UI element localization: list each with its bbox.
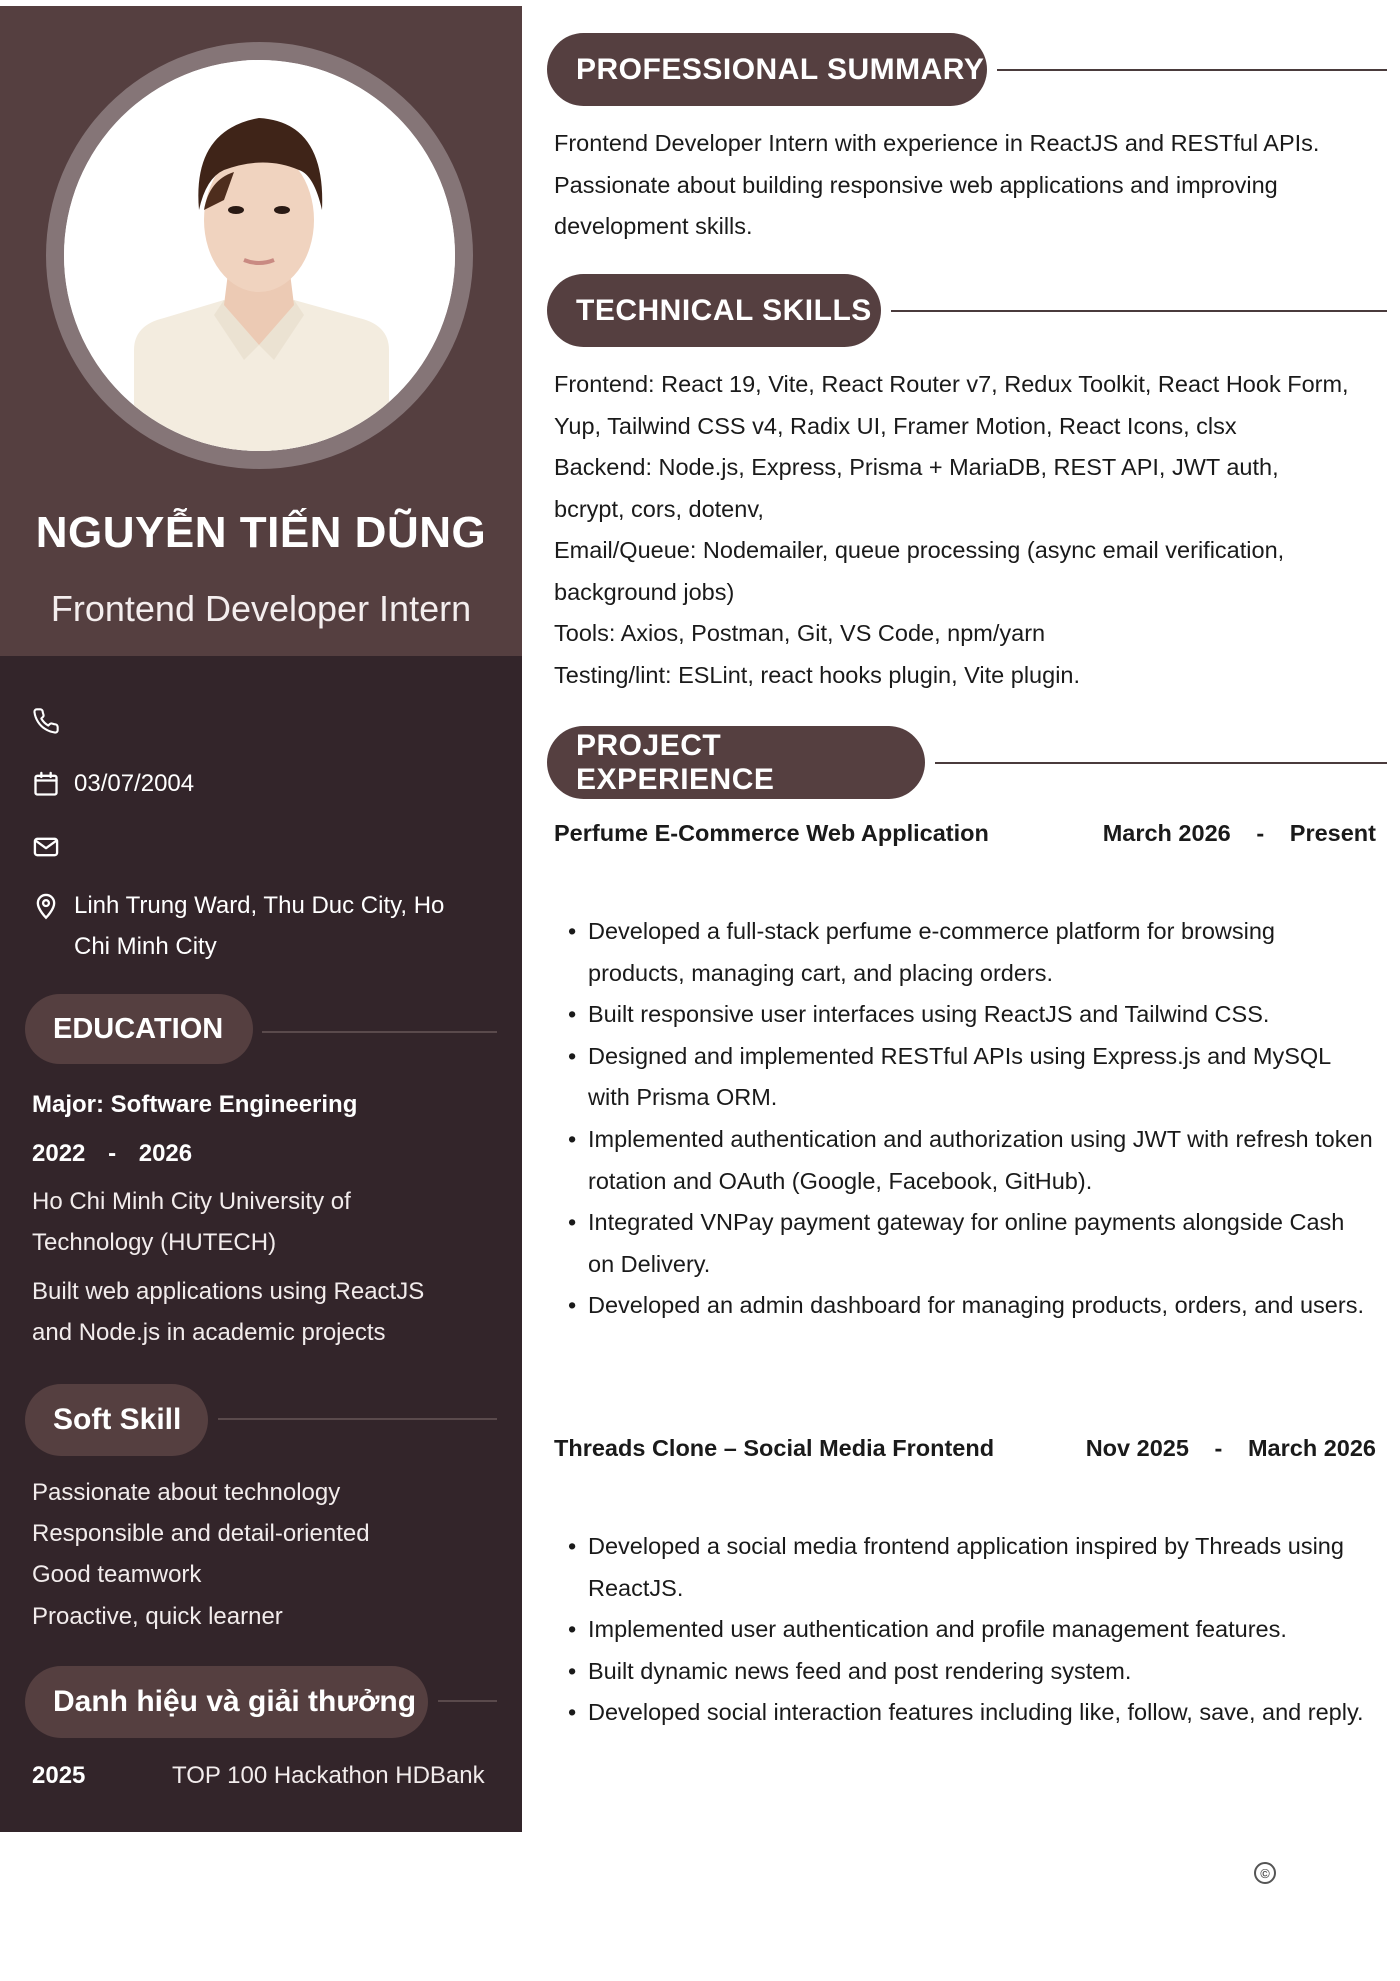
- project-start: Nov 2025: [1085, 1435, 1189, 1461]
- project-bullet: • Implemented authentication and authorization using JWT with refresh token rotation and OAuth (Google, Facebook, GitHub).: [568, 1119, 1376, 1202]
- skills-divider: [891, 310, 1387, 312]
- project-bullet: • Built responsive user interfaces using ReactJS and Tailwind CSS.: [568, 994, 1376, 1036]
- project-bullet: • Implemented user authentication and profile management features.: [568, 1609, 1376, 1651]
- project-bullet: • Developed social interaction features including like, follow, save, and reply.: [568, 1692, 1376, 1734]
- address-value: Linh Trung Ward, Thu Duc City, Ho Chi Minh City: [74, 892, 445, 960]
- project-header: [554, 1435, 1376, 1462]
- awards-divider: [438, 1700, 497, 1702]
- summary-heading: [547, 33, 987, 106]
- contact-email: [30, 826, 474, 867]
- soft-skill-item: Passionate about technology: [32, 1479, 341, 1506]
- project-name: Threads Clone – Social Media Frontend: [554, 1435, 995, 1461]
- education-end-year: 2026: [138, 1140, 193, 1167]
- education-heading-text: EDUCATION: [53, 1012, 224, 1045]
- summary-heading-text: PROFESSIONAL SUMMARY: [576, 52, 985, 86]
- skill-line: Email/Queue: Nodemailer, queue processing (async email verification, background jobs): [554, 537, 1285, 605]
- award-title: TOP 100 Hackathon HDBank: [172, 1762, 485, 1789]
- project-bullet: • Designed and implemented RESTful APIs using Express.js and MySQL with Prisma ORM.: [568, 1036, 1376, 1119]
- projects-heading: [547, 726, 925, 799]
- education-start-year: 2022: [32, 1140, 86, 1167]
- education-heading: [25, 994, 253, 1064]
- location-pin-icon: [30, 885, 62, 926]
- project-dates: [1103, 820, 1376, 847]
- education-major: Major: Software Engineering: [32, 1091, 358, 1118]
- project-bullets: [568, 911, 1376, 1327]
- awards-heading-text: Danh hiệu và giải thưởng: [53, 1685, 417, 1718]
- summary-divider: [997, 69, 1387, 71]
- project-header: [554, 820, 1376, 847]
- project-bullet: • Integrated VNPay payment gateway for online payments alongside Cash on Delivery.: [568, 1202, 1376, 1285]
- project-dates: [1086, 1435, 1376, 1462]
- education-divider: [262, 1031, 497, 1033]
- soft-skill-heading-text: Soft Skill: [53, 1403, 182, 1436]
- contact-phone: [30, 700, 474, 741]
- contact-address: [30, 885, 484, 967]
- profile-photo: [64, 60, 455, 451]
- copyright-icon: ©: [1254, 1862, 1276, 1884]
- calendar-icon: [30, 763, 62, 804]
- skills-heading: [547, 274, 881, 347]
- education-year-separator: -: [108, 1140, 117, 1167]
- projects-divider: [935, 762, 1387, 764]
- skill-line: Backend: Node.js, Express, Prisma + MariaDB, REST API, JWT auth, bcrypt, cors, dotenv,: [554, 454, 1279, 522]
- project-bullet: • Built dynamic news feed and post rendering system.: [568, 1651, 1376, 1693]
- soft-skill-item: Proactive, quick learner: [32, 1603, 283, 1630]
- award-year: 2025: [32, 1762, 86, 1789]
- birthdate-value: 03/07/2004: [74, 770, 195, 797]
- candidate-name: NGUYỄN TIẾN DŨNG: [35, 508, 487, 557]
- project-start: March 2026: [1102, 820, 1231, 846]
- education-school: Ho Chi Minh City University of Technology (HUTECH): [32, 1188, 351, 1256]
- project-end: March 2026: [1247, 1435, 1376, 1461]
- project-name: Perfume E-Commerce Web Application: [554, 820, 989, 846]
- portrait-image: [64, 60, 455, 451]
- soft-skill-item: Responsible and detail-oriented: [32, 1520, 370, 1547]
- soft-skill-heading: [25, 1384, 208, 1456]
- education-years: [32, 1133, 492, 1174]
- award-row: [32, 1755, 502, 1796]
- skill-line: Tools: Axios, Postman, Git, VS Code, npm/yarn: [554, 620, 1046, 646]
- project-date-separator: -: [1256, 820, 1265, 846]
- skills-list: [554, 364, 1354, 696]
- project-bullet: • Developed an admin dashboard for managing products, orders, and users.: [568, 1285, 1376, 1327]
- skills-heading-text: TECHNICAL SKILLS: [576, 293, 872, 327]
- phone-icon: [30, 700, 62, 741]
- candidate-title: Frontend Developer Intern: [50, 588, 472, 629]
- summary-text: Frontend Developer Intern with experience in ReactJS and RESTful APIs. Passionate about building responsive web applications and improving development skills.: [554, 130, 1320, 239]
- project-bullet: • Developed a full-stack perfume e-commerce platform for browsing products, managing cart, and placing orders.: [568, 911, 1376, 994]
- contact-birthdate: [30, 763, 474, 804]
- project-date-separator: -: [1214, 1435, 1223, 1461]
- project-bullets: [568, 1526, 1376, 1734]
- project-end: Present: [1289, 820, 1376, 846]
- awards-heading: [25, 1666, 428, 1738]
- skill-line: Frontend: React 19, Vite, React Router v7, Redux Toolkit, React Hook Form, Yup, Tailwind CSS v4, Radix UI, Framer Motion, React Icons, clsx: [554, 371, 1349, 439]
- soft-skill-item: Good teamwork: [32, 1561, 202, 1588]
- soft-skill-divider: [218, 1418, 497, 1420]
- projects-heading-text: PROJECT EXPERIENCE: [576, 728, 775, 796]
- skill-line: Testing/lint: ESLint, react hooks plugin, Vite plugin.: [554, 661, 1081, 688]
- education-note: Built web applications using ReactJS and Node.js in academic projects: [32, 1278, 425, 1346]
- project-bullet: • Developed a social media frontend application inspired by Threads using ReactJS.: [568, 1526, 1376, 1609]
- mail-icon: [30, 826, 62, 867]
